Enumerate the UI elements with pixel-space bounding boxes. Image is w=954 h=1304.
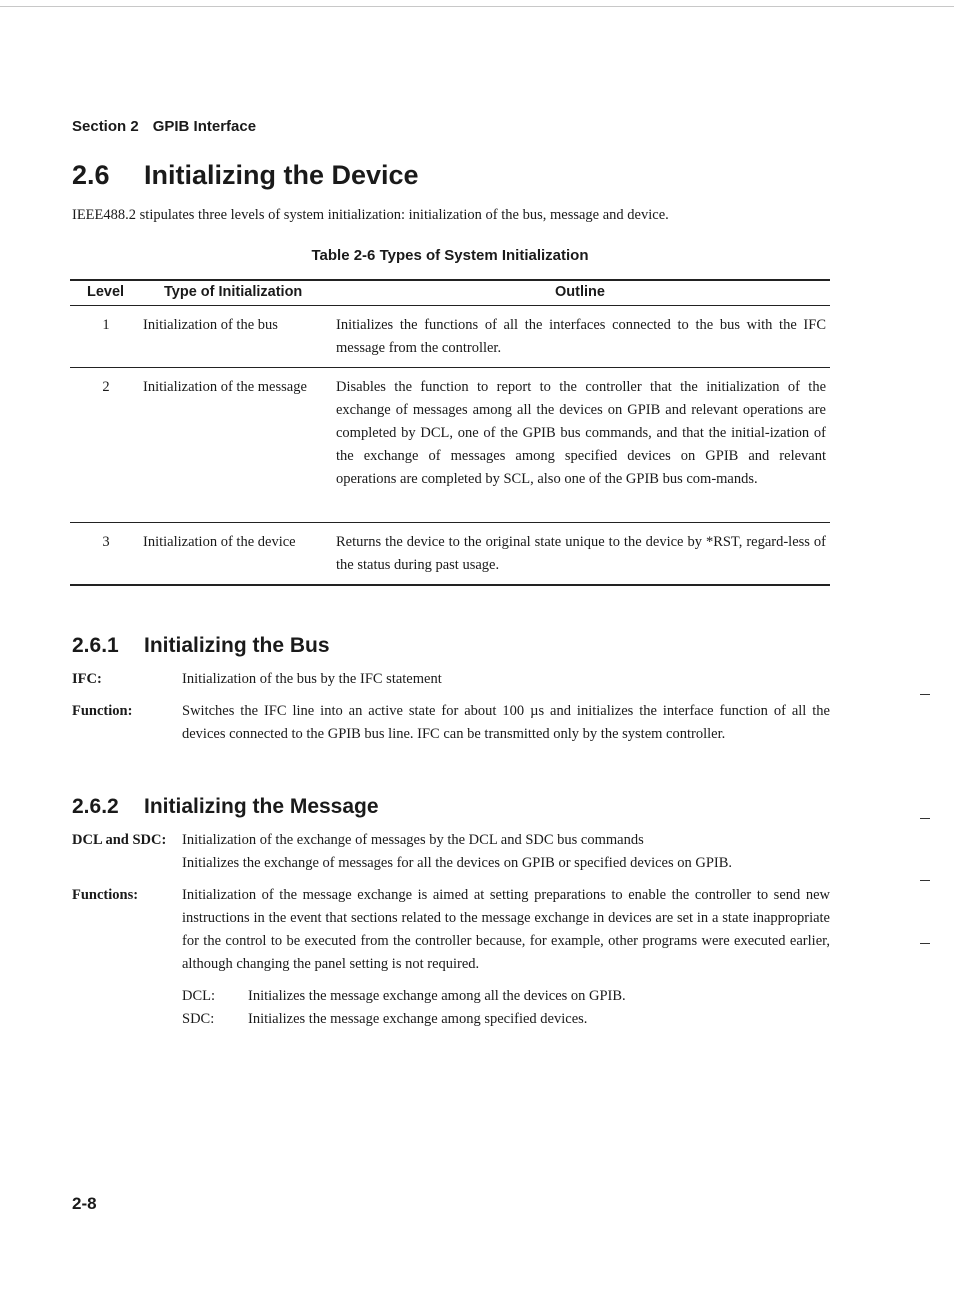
desc-functions: Initialization of the message exchange is aimed at setting preparations to enable the controller to send new instructions in the event that sections related to the message exchange in devices are set in a state inappropriate for the control to be executed from the controller because, for example, other programs were executed earlier, although changing the panel setting is not required. (182, 887, 830, 972)
subsection-title-bus (72, 634, 330, 658)
margin-mark (920, 818, 930, 819)
section-title: GPIB Interface (152, 118, 257, 135)
table-cell-type: Initialization of the message (143, 379, 307, 395)
term-dcl-sdc: DCL and SDC: (72, 832, 167, 848)
table-cell-type: Initialization of the device (143, 534, 296, 550)
page-title (72, 160, 419, 191)
sub-term-sdc: SDC: (182, 1011, 215, 1027)
column-header-level: Level (87, 284, 125, 300)
table-top-rule (70, 279, 830, 281)
section-label: Section 2 (72, 118, 139, 135)
table-bottom-rule (70, 584, 830, 586)
subsection-title-message (72, 795, 379, 819)
running-header (72, 118, 256, 135)
margin-mark (920, 880, 930, 881)
top-border (0, 6, 954, 7)
desc-dcl-sdc-2: Initializes the exchange of messages for all the devices on GPIB or specified devices on GPIB. (182, 855, 733, 871)
table-cell-outline: Returns the device to the original state unique to the device by *RST, regard-less of the status during past usage. (336, 534, 826, 573)
table-cell-outline: Disables the function to report to the controller that the initialization of the exchange of messages among all the devices on GPIB and relevant operations are completed by DCL, one of the GPIB bus commands, and that the initial-ization of the exchange of messages among specified devices on GPIB and relevant operations are completed by SCL, also one of the GPIB bus com-mands. (336, 379, 826, 487)
sub-desc-sdc: Initializes the message exchange among specified devices. (248, 1011, 588, 1027)
heading-number: 2.6 (72, 160, 110, 190)
margin-mark (920, 694, 930, 695)
desc-function: Switches the IFC line into an active state for about 100 µs and initializes the interface function of all the devices connected to the GPIB bus line. IFC can be transmitted only by the system controller. (182, 703, 830, 742)
heading-title: Initializing the Device (144, 160, 419, 190)
margin-mark (920, 943, 930, 944)
subsection-title: Initializing the Message (144, 795, 379, 818)
table-cell-type: Initialization of the bus (143, 317, 278, 333)
page-number: 2-8 (72, 1194, 97, 1213)
table-caption: Table 2-6 Types of System Initialization (311, 247, 589, 264)
column-header-outline: Outline (555, 284, 605, 300)
table-cell-level: 2 (102, 379, 110, 395)
column-header-type: Type of Initialization (164, 284, 303, 300)
table-cell-outline: Initializes the functions of all the interfaces connected to the bus with the IFC message from the controller. (336, 317, 826, 356)
table-header-rule (70, 305, 830, 306)
term-function: Function: (72, 703, 133, 719)
term-ifc: IFC: (72, 671, 102, 687)
subsection-number: 2.6.1 (72, 634, 119, 657)
term-functions: Functions: (72, 887, 139, 903)
intro-paragraph: IEEE488.2 stipulates three levels of system initialization: initialization of the bus, message and device. (72, 207, 669, 223)
subsection-number: 2.6.2 (72, 795, 119, 818)
sub-term-dcl: DCL: (182, 988, 216, 1004)
table-row-rule (70, 522, 830, 523)
desc-ifc: Initialization of the bus by the IFC statement (182, 671, 442, 687)
sub-desc-dcl: Initializes the message exchange among all the devices on GPIB. (248, 988, 626, 1004)
subsection-title: Initializing the Bus (144, 634, 330, 657)
table-row-rule (70, 367, 830, 368)
table-cell-level: 1 (102, 317, 110, 333)
table-cell-level: 3 (102, 534, 110, 550)
desc-dcl-sdc-1: Initialization of the exchange of messages by the DCL and SDC bus commands (182, 832, 644, 848)
